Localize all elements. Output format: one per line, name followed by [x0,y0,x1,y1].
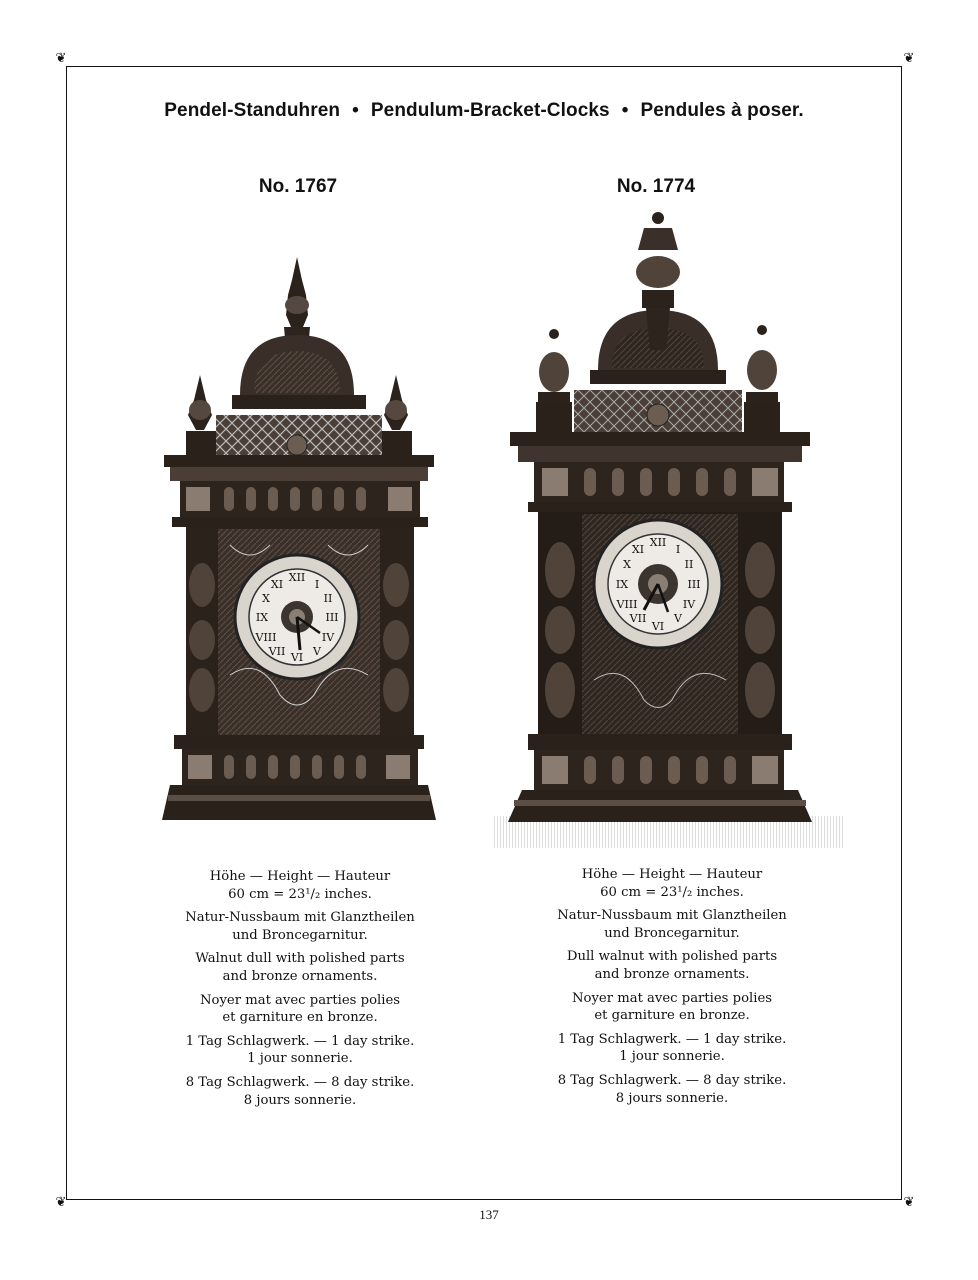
svg-text:IX: IX [255,611,269,624]
height-label: Höhe — Height — Hauteur [581,867,763,882]
clock-illustration-1767 [160,255,440,825]
page-header [66,100,902,122]
description-1767 [150,868,450,1115]
material-english-line1: Walnut dull with polished parts [195,951,405,967]
material-english-line1: Dull walnut with polished parts [566,949,778,965]
clock-illustration-1774 [494,210,844,850]
material-english-line2: and bronze ornaments. [594,966,750,982]
page-number: 137 [479,1207,499,1222]
svg-text:XII: XII [288,571,306,584]
strike-8day-line1: 8 Tag Schlagwerk. — 8 day strike. [557,1072,787,1088]
material-german-line2: und Broncegarnitur. [232,927,368,943]
description-1774 [522,866,822,1113]
svg-text:II: II [684,558,694,571]
material-german-line1: Natur-Nussbaum mit Glanztheilen [185,910,415,926]
svg-text:IV: IV [321,631,335,644]
svg-text:I: I [314,578,320,591]
svg-text:XII: XII [649,536,667,549]
header-german: Pendel-Standuhren [164,100,341,121]
svg-text:I: I [675,543,681,556]
svg-text:IX: IX [615,578,629,591]
svg-text:VI: VI [290,651,304,664]
header-french: Pendules à poser. [640,100,804,121]
header-separator: • [352,100,359,121]
svg-text:VIII: VIII [255,631,277,644]
strike-8day-line2: 8 jours sonnerie. [615,1090,729,1106]
svg-text:XI: XI [270,578,284,591]
svg-text:VI: VI [651,620,665,633]
height-value: 60 cm = 23¹/₂ inches. [600,884,744,900]
model-number-right: No. 1774 [616,176,696,197]
svg-text:III: III [325,611,339,624]
material-french-line2: et garniture en bronze. [594,1008,750,1024]
svg-text:V: V [674,612,682,625]
svg-text:X: X [262,592,270,605]
material-french-line1: Noyer mat avec parties polies [571,990,773,1006]
strike-1day-line1: 1 Tag Schlagwerk. — 1 day strike. [557,1031,787,1047]
strike-8day-line1: 8 Tag Schlagwerk. — 8 day strike. [185,1074,415,1090]
svg-text:VII: VII [629,612,647,625]
material-german-line2: und Broncegarnitur. [604,925,740,941]
corner-ornament-bottom-left: ❦ [55,1195,67,1210]
height-label: Höhe — Height — Hauteur [209,869,391,884]
material-french-line1: Noyer mat avec parties polies [199,992,401,1008]
height-value: 60 cm = 23¹/₂ inches. [228,886,372,902]
svg-text:X: X [623,558,631,571]
corner-ornament-bottom-right: ❦ [903,1195,915,1210]
svg-text:IV: IV [682,598,696,611]
strike-1day-line2: 1 jour sonnerie. [619,1049,725,1065]
material-german-line1: Natur-Nussbaum mit Glanztheilen [557,908,787,924]
material-french-line2: et garniture en bronze. [222,1010,378,1026]
svg-text:VIII: VIII [616,598,638,611]
corner-ornament-top-right: ❦ [903,51,915,66]
strike-1day-line2: 1 jour sonnerie. [247,1051,353,1067]
svg-text:VII: VII [268,645,286,658]
strike-1day-line1: 1 Tag Schlagwerk. — 1 day strike. [185,1033,415,1049]
header-english: Pendulum-Bracket-Clocks [370,100,610,121]
svg-text:II: II [323,592,333,605]
strike-8day-line2: 8 jours sonnerie. [243,1092,357,1108]
material-english-line2: and bronze ornaments. [222,968,378,984]
header-separator: • [621,100,629,121]
corner-ornament-top-left: ❦ [55,51,67,66]
svg-text:V: V [313,645,321,658]
svg-text:XI: XI [631,543,645,556]
model-number-left: No. 1767 [258,176,338,197]
svg-text:III: III [687,578,701,591]
